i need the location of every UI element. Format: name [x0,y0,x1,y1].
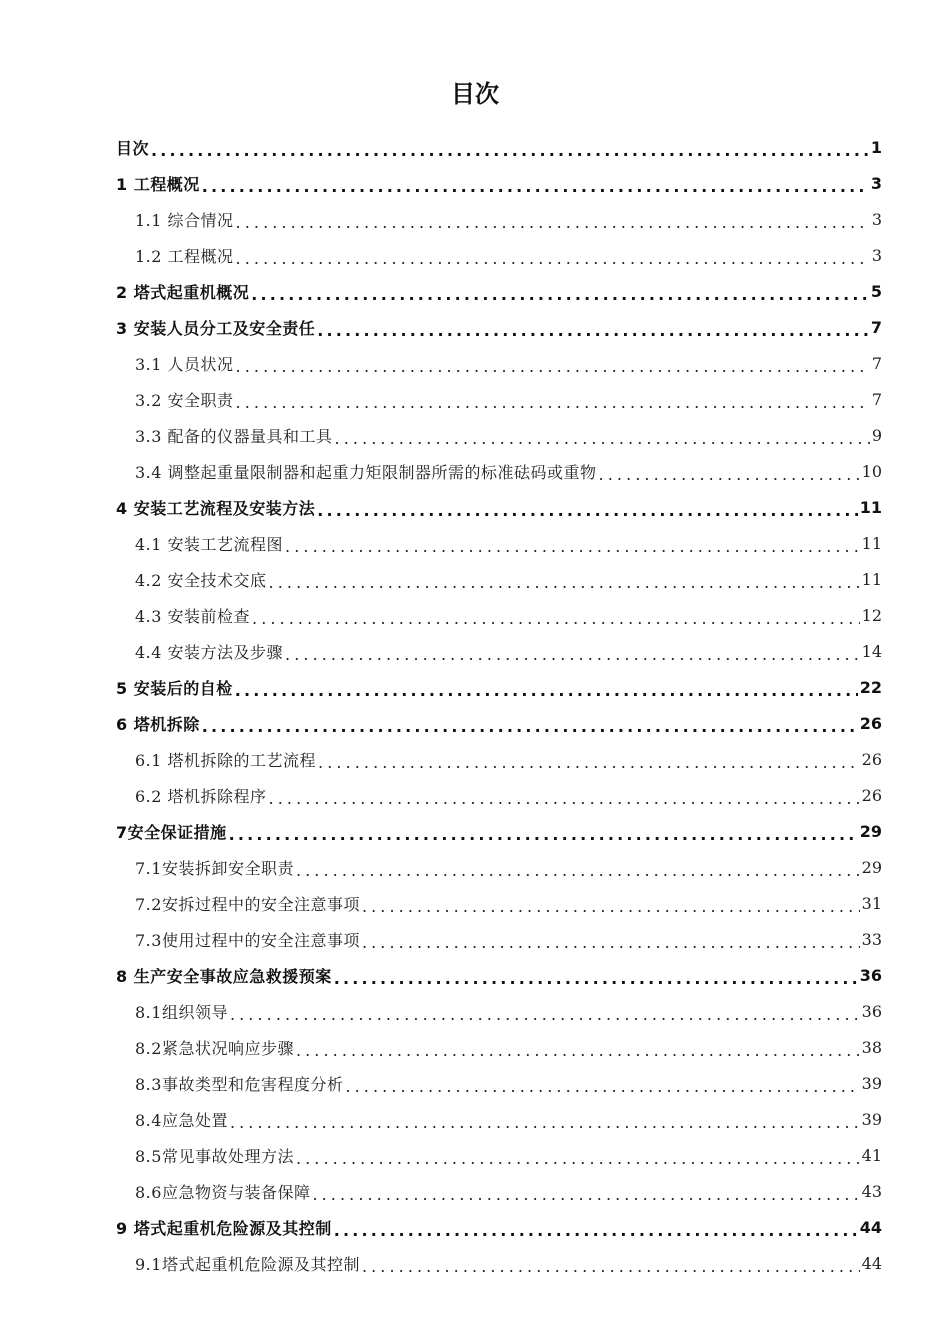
toc-entry[interactable] [135,924,882,954]
toc-page-number: 31 [861,893,882,913]
toc-entry[interactable] [135,1032,882,1062]
toc-entry-title: 1.2 工程概况 [135,246,234,266]
toc-entry-title: 4.4 安装方法及步骤 [135,642,284,662]
toc-dot-leader [151,141,869,160]
toc-entry-title: 4.2 安全技术交底 [135,570,267,590]
toc-entry[interactable] [116,276,882,306]
toc-entry-title: 3.2 安全职责 [135,390,234,410]
toc-page-number: 43 [861,1181,882,1201]
page-title: 目次 [451,80,499,108]
toc-page-number: 7 [871,353,882,373]
toc-page-number: 3 [871,209,882,229]
toc-entry[interactable] [135,384,882,414]
toc-page-number: 7 [870,317,882,337]
toc-entry-title: 1.1 综合情况 [135,210,234,230]
toc-page-number: 5 [870,281,882,301]
toc-entry[interactable] [116,960,882,990]
toc-page-number: 9 [871,425,882,445]
toc-entry-title: 8.4应急处置 [135,1110,228,1130]
toc-entry-title: 8.1组织领导 [135,1002,228,1022]
toc-dot-leader [230,1005,860,1024]
toc-dot-leader [296,1041,860,1060]
toc-entry-title: 8.2紧急状况响应步骤 [135,1038,294,1058]
toc-entry[interactable] [116,312,882,342]
toc-page-number: 39 [861,1073,882,1093]
toc-dot-leader [334,969,858,988]
toc-entry[interactable] [116,672,882,702]
toc-page-number: 11 [861,533,882,553]
toc-page-number: 26 [859,713,882,733]
toc-entry[interactable] [116,492,882,522]
toc-entry-title: 7.2安拆过程中的安全注意事项 [135,894,360,914]
toc-entry[interactable] [135,852,882,882]
toc-entry-title: 7.3使用过程中的安全注意事项 [135,930,360,950]
toc-dot-leader [317,501,858,520]
toc-entry[interactable] [116,132,882,162]
toc-entry[interactable] [135,636,882,666]
toc-dot-leader [236,393,870,412]
toc-entry[interactable] [135,1176,882,1206]
toc-dot-leader [235,681,858,700]
toc-entry-title: 4 安装工艺流程及安装方法 [116,498,316,518]
toc-dot-leader [335,429,870,448]
toc-dot-leader [252,609,860,628]
toc-page-number: 1 [870,137,882,157]
toc-page-number: 26 [861,785,882,805]
toc-entry-title: 3.4 调整起重量限制器和起重力矩限制器所需的标准砝码或重物 [135,462,597,482]
toc-page-number: 3 [871,245,882,265]
toc-dot-leader [312,1185,859,1204]
toc-page-number: 11 [859,497,882,517]
toc-page-number: 29 [861,857,882,877]
toc-entry[interactable] [135,996,882,1026]
toc-dot-leader [362,1257,860,1276]
toc-entry-title: 8 生产安全事故应急救援预案 [116,966,332,986]
toc-dot-leader [334,1221,858,1240]
toc-entry[interactable] [116,816,882,846]
toc-page-number: 39 [861,1109,882,1129]
toc-entry[interactable] [135,1104,882,1134]
toc-dot-leader [318,753,860,772]
toc-page-number: 41 [861,1145,882,1165]
toc-page-number: 12 [861,605,882,625]
toc-page-number: 33 [861,929,882,949]
toc-entry[interactable] [135,600,882,630]
toc-entry[interactable] [135,780,882,810]
toc-dot-leader [229,825,858,844]
toc-entry[interactable] [135,888,882,918]
toc-dot-leader [269,789,860,808]
toc-entry[interactable] [116,168,882,198]
toc-entry[interactable] [135,456,882,486]
toc-entry[interactable] [135,1248,882,1278]
toc-entry[interactable] [135,420,882,450]
toc-dot-leader [317,321,869,340]
toc-dot-leader [251,285,869,304]
toc-entry[interactable] [135,744,882,774]
toc-page-number: 36 [859,965,882,985]
toc-entry-title: 8.6应急物资与装备保障 [135,1182,311,1202]
toc-entry-title: 3 安装人员分工及安全责任 [116,318,316,338]
toc-page-number: 26 [861,749,882,769]
toc-entry-title: 9 塔式起重机危险源及其控制 [116,1218,332,1238]
toc-page-number: 14 [861,641,882,661]
toc-entry[interactable] [135,204,882,234]
toc-dot-leader [362,933,860,952]
toc-page-number: 44 [859,1217,882,1237]
toc-entry-title: 9.1塔式起重机危险源及其控制 [135,1254,360,1274]
toc-entry-title: 3.1 人员状况 [135,354,234,374]
toc-entry[interactable] [135,1068,882,1098]
toc-dot-leader [236,213,870,232]
toc-dot-leader [296,1149,860,1168]
toc-entry-title: 目次 [116,138,150,158]
toc-page-number: 38 [861,1037,882,1057]
toc-entry-title: 8.5常见事故处理方法 [135,1146,294,1166]
toc-entry[interactable] [116,708,882,738]
toc-entry-title: 2 塔式起重机概况 [116,282,250,302]
toc-entry-title: 5 安装后的自检 [116,678,233,698]
toc-page-number: 36 [861,1001,882,1021]
toc-page-number: 44 [861,1253,882,1273]
toc-entry[interactable] [135,240,882,270]
toc-entry-title: 4.1 安装工艺流程图 [135,534,284,554]
toc-entry[interactable] [116,1212,882,1242]
toc-dot-leader [269,573,860,592]
toc-page-number: 7 [871,389,882,409]
toc-entry-title: 7安全保证措施 [116,822,227,842]
toc-entry[interactable] [135,348,882,378]
toc-entry-title: 6.1 塔机拆除的工艺流程 [135,750,317,770]
toc-page-number: 29 [859,821,882,841]
toc-entry-title: 4.3 安装前检查 [135,606,251,626]
toc-dot-leader [345,1077,859,1096]
toc-dot-leader [236,249,870,268]
toc-entry[interactable] [135,528,882,558]
toc-page-number: 10 [861,461,882,481]
toc-dot-leader [599,465,860,484]
toc-entry-title: 6.2 塔机拆除程序 [135,786,267,806]
toc-page-number: 22 [859,677,882,697]
toc-entry-title: 6 塔机拆除 [116,714,200,734]
toc-dot-leader [285,645,860,664]
toc-dot-leader [230,1113,860,1132]
toc-page-number: 3 [870,173,882,193]
toc-dot-leader [362,897,860,916]
toc-entry-title: 7.1安装拆卸安全职责 [135,858,294,878]
toc-entry-title: 3.3 配备的仪器量具和工具 [135,426,333,446]
toc-entry-title: 8.3事故类型和危害程度分析 [135,1074,344,1094]
toc-dot-leader [285,537,860,556]
toc-dot-leader [296,861,860,880]
toc-entry[interactable] [135,1140,882,1170]
toc-dot-leader [236,357,870,376]
toc-entry[interactable] [135,564,882,594]
toc-dot-leader [202,717,858,736]
toc-dot-leader [202,177,869,196]
toc-entry-title: 1 工程概况 [116,174,200,194]
toc-page-number: 11 [861,569,882,589]
